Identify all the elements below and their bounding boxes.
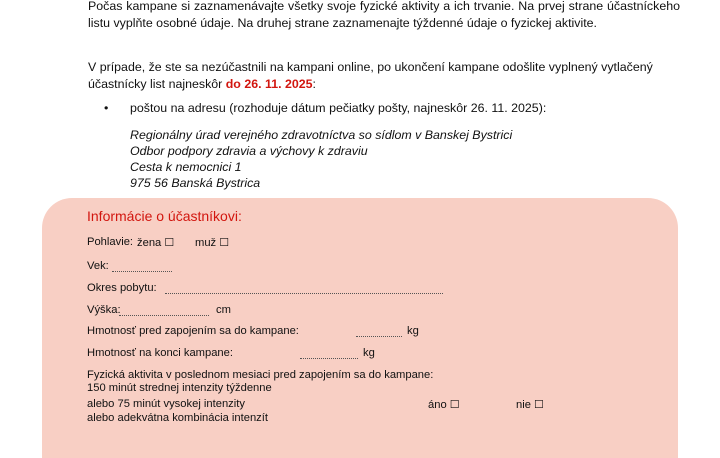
activity-criterion-line: 150 minút strednej intenzity týždenne — [87, 382, 272, 394]
bullet-text: poštou na adresu (rozhoduje dátum pečiatky pošty, najneskôr 26. 11. 2025): — [130, 101, 547, 115]
weight-before-field[interactable] — [356, 325, 402, 340]
gender-male-checkbox[interactable]: muž ☐ — [195, 237, 230, 249]
weight-before-unit: kg — [407, 325, 419, 337]
height-field[interactable] — [119, 304, 209, 319]
panel-title: Informácie o účastníkovi: — [87, 208, 242, 224]
weight-before-label: Hmotnosť pred zapojením sa do kampane: — [87, 325, 299, 337]
district-label: Okres pobytu: — [87, 282, 157, 294]
district-field[interactable] — [165, 282, 443, 297]
address-line: 975 56 Banská Bystrica — [130, 176, 261, 190]
instructions-text: V prípade, že ste sa nezúčastnili na kampani online, po ukončení kampane odošlite vyplnený vytlačený účastnícky list najneskôr — [88, 60, 653, 91]
address-line: Regionálny úrad verejného zdravotníctva so sídlom v Banskej Bystrici — [130, 128, 513, 142]
gender-label: Pohlavie: — [87, 236, 134, 248]
gender-female-checkbox[interactable]: žena ☐ — [137, 237, 175, 249]
weight-after-label: Hmotnosť na konci kampane: — [87, 347, 233, 359]
weight-after-field[interactable] — [300, 347, 358, 362]
age-label: Vek: — [87, 260, 109, 272]
activity-criterion-line: alebo adekvátna kombinácia intenzít — [87, 412, 268, 424]
weight-after-unit: kg — [363, 347, 375, 359]
instructions-colon: : — [312, 77, 316, 91]
activity-no-checkbox[interactable]: nie ☐ — [516, 399, 545, 411]
postal-address — [130, 127, 512, 191]
height-label: Výška: — [87, 304, 121, 316]
activity-criterion-line: alebo 75 minút vysokej intenzity — [87, 398, 245, 410]
activity-label: Fyzická aktivita v poslednom mesiaci pred zapojením sa do kampane: — [87, 369, 434, 381]
activity-yes-checkbox[interactable]: áno ☐ — [428, 399, 460, 411]
intro-paragraph: Počas kampane si zaznamenávajte všetky svoje fyzické aktivity a ich trvanie. Na prvej strane účastníckeho listu vyplňte osobné údaje. Na druhej strane zaznamenajte týždenné údaje o fyzickej aktivite. — [88, 0, 680, 30]
height-unit: cm — [216, 304, 231, 316]
address-line: Cesta k nemocnici 1 — [130, 160, 242, 174]
deadline-date: do 26. 11. 2025 — [225, 77, 313, 91]
address-line: Odbor podpory zdravia a výchovy k zdraviu — [130, 144, 368, 158]
instructions-paragraph — [88, 59, 680, 93]
bullet-icon: • — [104, 101, 109, 115]
age-field[interactable] — [112, 260, 172, 275]
